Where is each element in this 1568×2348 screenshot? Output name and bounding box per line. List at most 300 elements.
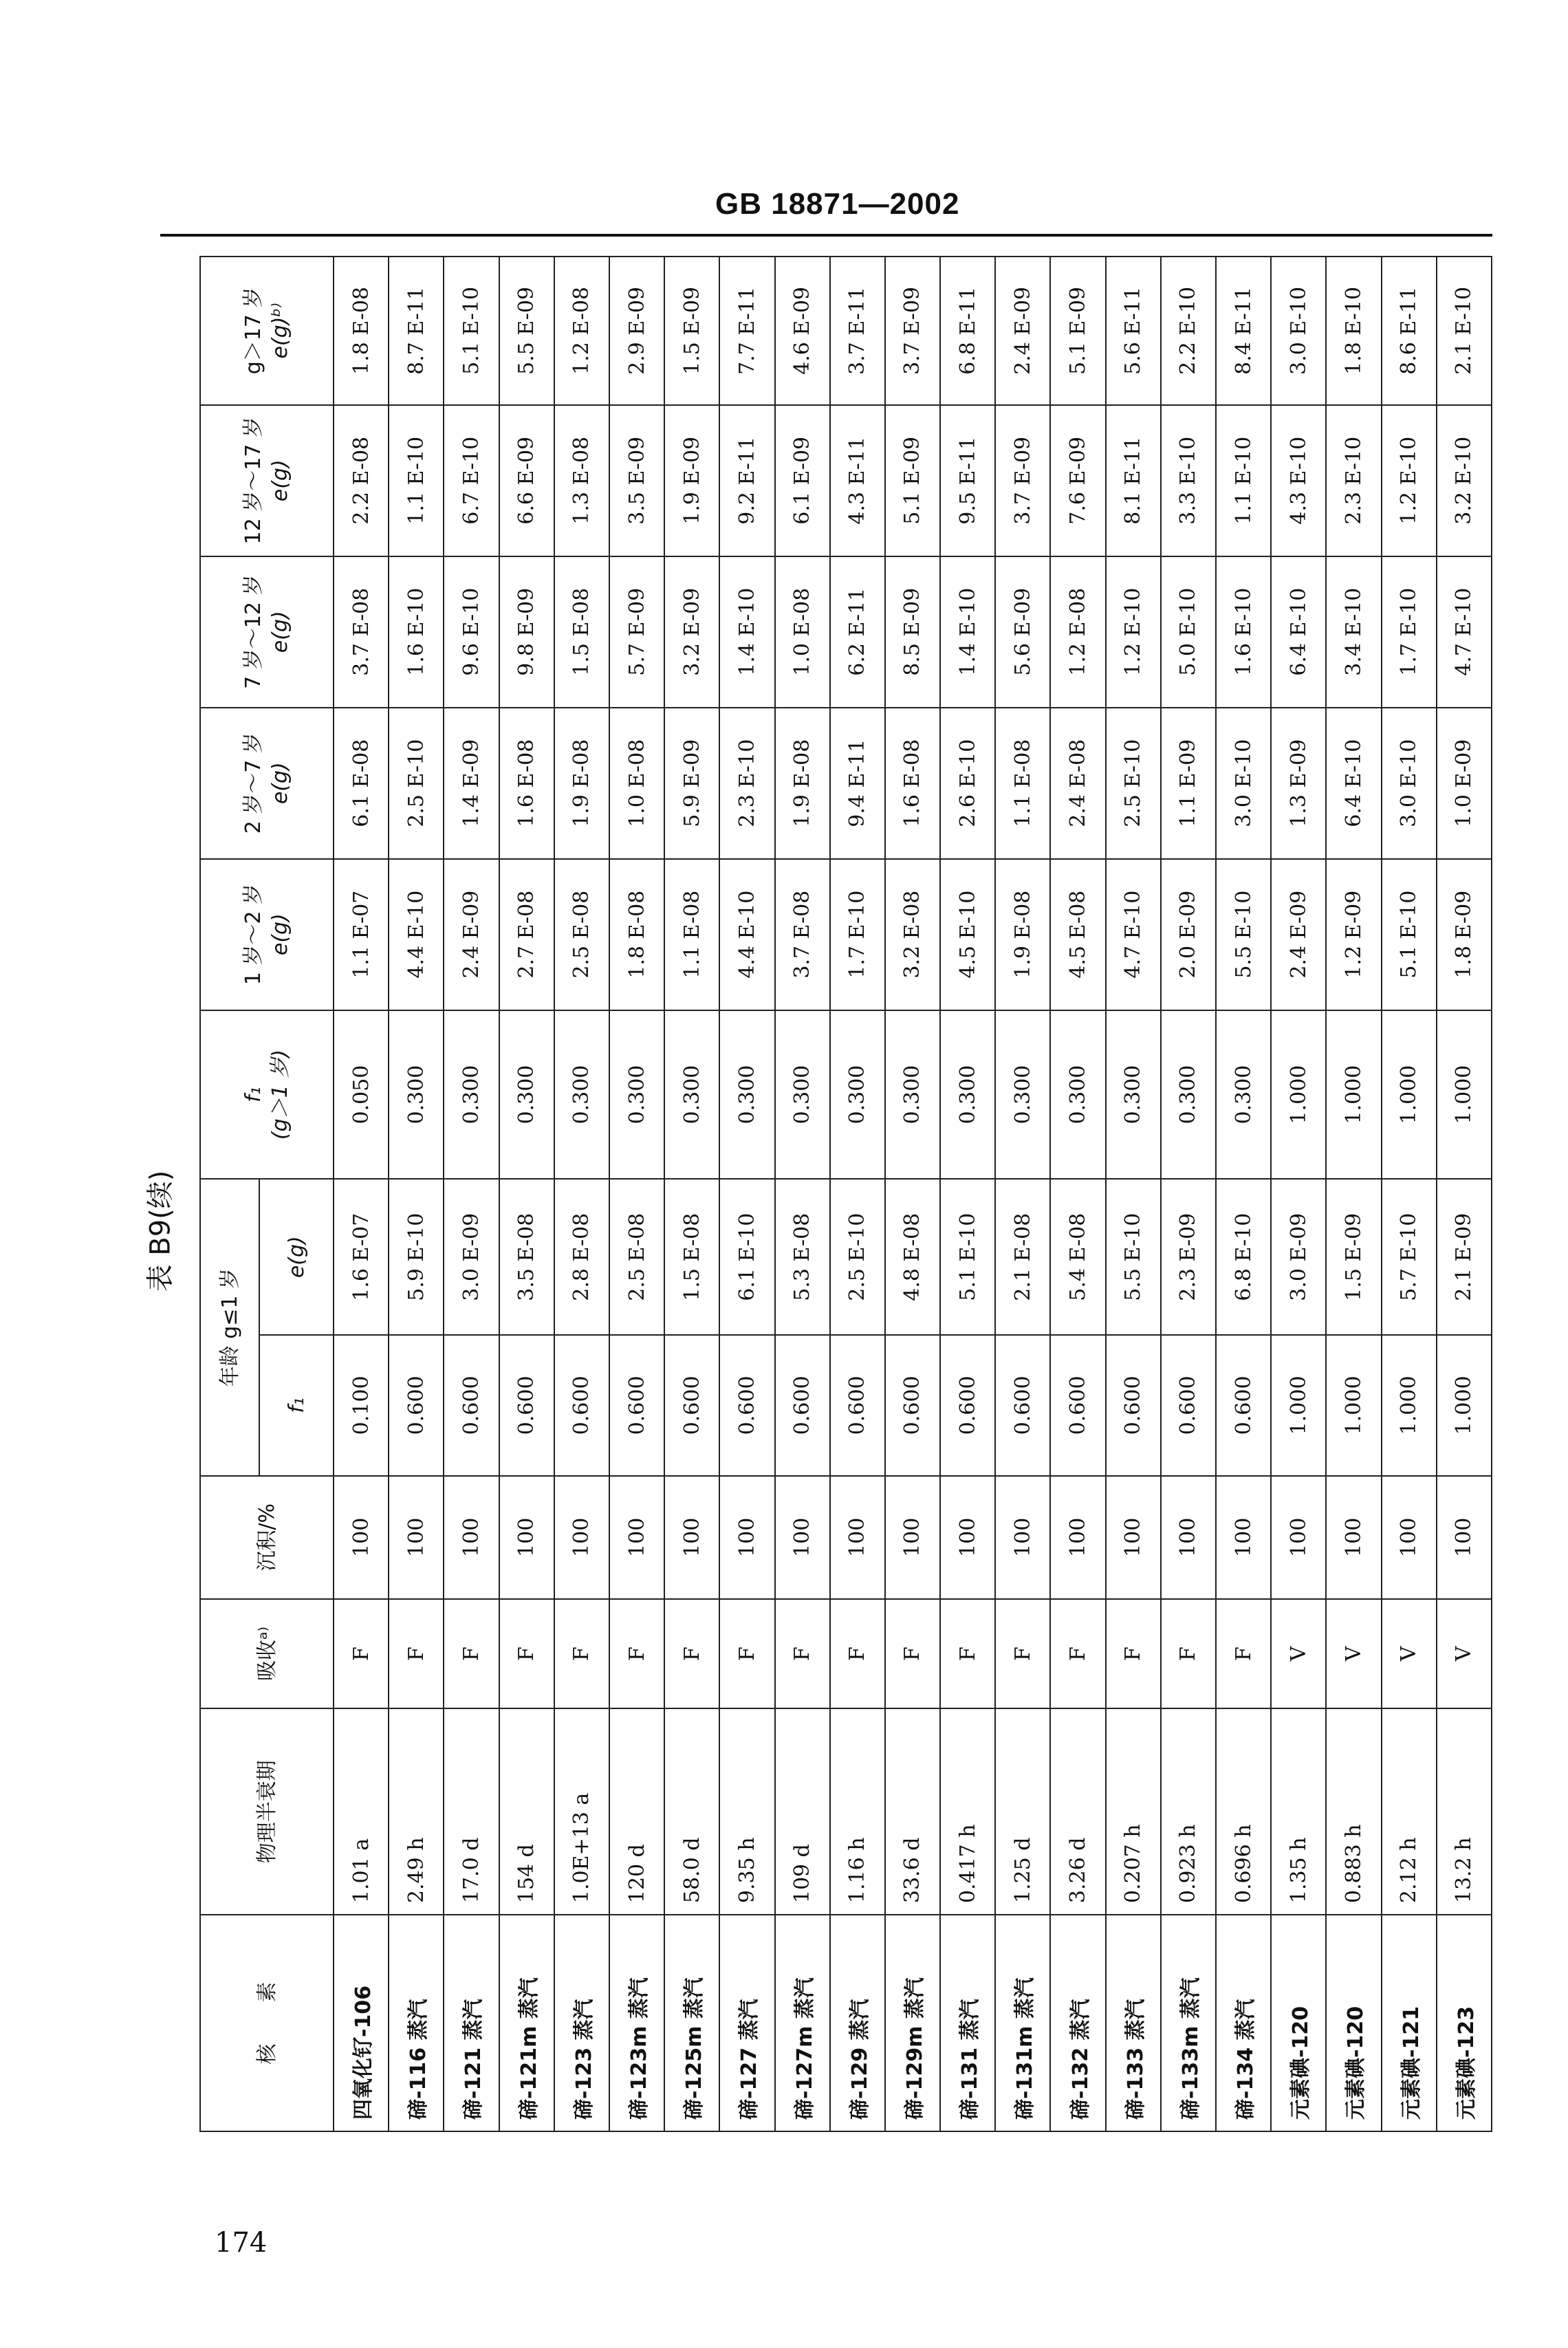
cell-f1-gt1: 0.300 [444, 1010, 499, 1180]
cell-age-12-17: 1.1 E-10 [389, 405, 444, 556]
f1-label: f₁ [241, 1087, 265, 1102]
cell-eg: 5.5 E-10 [1106, 1179, 1161, 1334]
cell-eg: 5.4 E-08 [1050, 1179, 1105, 1334]
cell-absorption: F [885, 1599, 940, 1709]
cell-age-12-17: 9.2 E-11 [719, 405, 774, 556]
cell-f1-gt1: 0.300 [940, 1010, 995, 1180]
cell-age-12-17: 3.7 E-09 [995, 405, 1050, 556]
cell-absorption: V [1326, 1599, 1381, 1709]
cell-nuclide: 碲-121m 蒸汽 [499, 1915, 554, 2131]
cell-absorption: F [334, 1599, 389, 1709]
cell-age-7-12: 3.7 E-08 [334, 556, 389, 708]
cell-age-7-12: 1.2 E-10 [1106, 556, 1161, 708]
cell-age-7-12: 1.2 E-08 [1050, 556, 1105, 708]
cell-deposition: 100 [1216, 1476, 1271, 1599]
cell-age-7-12: 1.6 E-10 [389, 556, 444, 708]
cell-f1: 0.600 [1216, 1335, 1271, 1476]
table-row [995, 257, 1050, 2131]
cell-age-7-12: 1.7 E-10 [1382, 556, 1437, 708]
cell-f1-gt1: 0.300 [995, 1010, 1050, 1180]
cell-half-life: 2.49 h [389, 1708, 444, 1915]
cell-half-life: 1.16 h [830, 1708, 885, 1915]
cell-age-1-2: 4.4 E-10 [719, 859, 774, 1010]
cell-eg: 2.5 E-08 [609, 1179, 664, 1334]
cell-eg: 5.1 E-10 [940, 1179, 995, 1334]
table-row [1106, 257, 1161, 2131]
cell-age-2-7: 1.1 E-08 [995, 708, 1050, 859]
cell-age-2-7: 5.9 E-09 [664, 708, 719, 859]
cell-absorption: F [719, 1599, 774, 1709]
col-header-age-1-2 [200, 859, 334, 1010]
cell-deposition: 100 [1106, 1476, 1161, 1599]
table-row [885, 257, 940, 2131]
cell-age-gt17: 6.8 E-11 [940, 257, 995, 405]
cell-nuclide: 碲-129m 蒸汽 [885, 1915, 940, 2131]
col-header-age-7-12 [200, 556, 334, 708]
age-gt17-label: g＞17 岁 [241, 287, 265, 375]
cell-age-12-17: 3.5 E-09 [609, 405, 664, 556]
cell-age-7-12: 5.7 E-09 [609, 556, 664, 708]
cell-deposition: 100 [389, 1476, 444, 1599]
cell-nuclide: 碲-133m 蒸汽 [1161, 1915, 1216, 2131]
cell-nuclide: 碲-132 蒸汽 [1050, 1915, 1105, 2131]
cell-age-1-2: 3.2 E-08 [885, 859, 940, 1010]
cell-age-12-17: 6.1 E-09 [775, 405, 830, 556]
cell-deposition: 100 [1161, 1476, 1216, 1599]
cell-half-life: 0.207 h [1106, 1708, 1161, 1915]
col-header-age-gt17 [200, 257, 334, 405]
cell-half-life: 13.2 h [1437, 1708, 1492, 1915]
table-row [1271, 257, 1326, 2131]
cell-age-2-7: 3.0 E-10 [1382, 708, 1437, 859]
cell-age-1-2: 2.4 E-09 [444, 859, 499, 1010]
cell-absorption: F [940, 1599, 995, 1709]
cell-f1-gt1: 0.300 [499, 1010, 554, 1180]
cell-age-7-12: 9.6 E-10 [444, 556, 499, 708]
cell-age-1-2: 4.4 E-10 [389, 859, 444, 1010]
cell-age-12-17: 1.9 E-09 [664, 405, 719, 556]
cell-absorption: F [554, 1599, 609, 1709]
cell-nuclide: 碲-133 蒸汽 [1106, 1915, 1161, 2131]
cell-deposition: 100 [830, 1476, 885, 1599]
eg-b-label: e(g)ᵇ⁾ [268, 303, 292, 359]
cell-eg: 3.0 E-09 [444, 1179, 499, 1334]
cell-f1-gt1: 0.300 [609, 1010, 664, 1180]
cell-deposition: 100 [664, 1476, 719, 1599]
cell-age-12-17: 1.1 E-10 [1216, 405, 1271, 556]
cell-age-2-7: 1.9 E-08 [554, 708, 609, 859]
cell-nuclide: 碲-123 蒸汽 [554, 1915, 609, 2131]
cell-eg: 6.1 E-10 [719, 1179, 774, 1334]
cell-f1: 0.600 [719, 1335, 774, 1476]
cell-age-1-2: 1.9 E-08 [995, 859, 1050, 1010]
cell-age-7-12: 9.8 E-09 [499, 556, 554, 708]
cell-age-1-2: 2.5 E-08 [554, 859, 609, 1010]
cell-absorption: V [1382, 1599, 1437, 1709]
cell-age-1-2: 1.8 E-08 [609, 859, 664, 1010]
table-container [199, 256, 1492, 2132]
cell-age-gt17: 3.7 E-11 [830, 257, 885, 405]
cell-nuclide: 碲-131 蒸汽 [940, 1915, 995, 2131]
table-body [334, 257, 1492, 2131]
cell-age-2-7: 1.1 E-09 [1161, 708, 1216, 859]
cell-f1: 0.600 [1050, 1335, 1105, 1476]
cell-absorption: F [444, 1599, 499, 1709]
cell-half-life: 109 d [775, 1708, 830, 1915]
cell-eg: 2.8 E-08 [554, 1179, 609, 1334]
cell-age-gt17: 1.8 E-10 [1326, 257, 1381, 405]
cell-f1-gt1: 0.300 [1050, 1010, 1105, 1180]
cell-age-gt17: 3.7 E-09 [885, 257, 940, 405]
cell-age-1-2: 1.2 E-09 [1326, 859, 1381, 1010]
cell-f1-gt1: 1.000 [1271, 1010, 1326, 1180]
age-1-2-label: 1 岁～2 岁 [241, 884, 265, 986]
cell-absorption: F [1106, 1599, 1161, 1709]
f1-age-label: (g＞1 岁) [268, 1050, 292, 1140]
cell-eg: 2.1 E-09 [1437, 1179, 1492, 1334]
table-row [719, 257, 774, 2131]
cell-age-1-2: 2.7 E-08 [499, 859, 554, 1010]
cell-age-12-17: 9.5 E-11 [940, 405, 995, 556]
table-row [775, 257, 830, 2131]
cell-age-7-12: 6.2 E-11 [830, 556, 885, 708]
cell-deposition: 100 [609, 1476, 664, 1599]
eg-label: e(g) [268, 459, 292, 502]
cell-f1-gt1: 0.300 [885, 1010, 940, 1180]
cell-f1-gt1: 0.300 [1216, 1010, 1271, 1180]
cell-half-life: 58.0 d [664, 1708, 719, 1915]
col-header-age-group: 年龄 g≤1 岁 [200, 1179, 259, 1475]
cell-absorption: F [1161, 1599, 1216, 1709]
cell-age-12-17: 3.2 E-10 [1437, 405, 1492, 556]
col-header-age-2-7 [200, 708, 334, 859]
cell-age-7-12: 1.5 E-08 [554, 556, 609, 708]
cell-half-life: 0.923 h [1161, 1708, 1216, 1915]
cell-age-7-12: 1.6 E-10 [1216, 556, 1271, 708]
cell-age-1-2: 4.5 E-08 [1050, 859, 1105, 1010]
cell-eg: 5.7 E-10 [1382, 1179, 1437, 1334]
cell-f1-gt1: 1.000 [1382, 1010, 1437, 1180]
cell-f1-gt1: 0.300 [664, 1010, 719, 1180]
cell-nuclide: 碲-121 蒸汽 [444, 1915, 499, 2131]
cell-absorption: F [1216, 1599, 1271, 1709]
cell-half-life: 33.6 d [885, 1708, 940, 1915]
cell-age-12-17: 1.3 E-08 [554, 405, 609, 556]
cell-absorption: V [1437, 1599, 1492, 1709]
cell-age-gt17: 5.1 E-09 [1050, 257, 1105, 405]
cell-age-12-17: 5.1 E-09 [885, 405, 940, 556]
table-row [1216, 257, 1271, 2131]
cell-age-2-7: 1.9 E-08 [775, 708, 830, 859]
cell-f1: 1.000 [1382, 1335, 1437, 1476]
cell-age-2-7: 2.3 E-10 [719, 708, 774, 859]
cell-age-2-7: 2.5 E-10 [1106, 708, 1161, 859]
cell-age-1-2: 5.1 E-10 [1382, 859, 1437, 1010]
table-row [334, 257, 389, 2131]
table-row [830, 257, 885, 2131]
col-header-deposition: 沉积/% [200, 1476, 334, 1599]
cell-eg: 1.5 E-08 [664, 1179, 719, 1334]
cell-nuclide: 碲-125m 蒸汽 [664, 1915, 719, 2131]
cell-f1: 0.600 [885, 1335, 940, 1476]
cell-eg: 5.9 E-10 [389, 1179, 444, 1334]
col-header-half-life: 物理半衰期 [200, 1708, 334, 1915]
cell-f1: 0.600 [389, 1335, 444, 1476]
cell-age-12-17: 8.1 E-11 [1106, 405, 1161, 556]
cell-absorption: F [995, 1599, 1050, 1709]
cell-deposition: 100 [1437, 1476, 1492, 1599]
cell-age-2-7: 1.6 E-08 [499, 708, 554, 859]
cell-f1-gt1: 1.000 [1437, 1010, 1492, 1180]
cell-age-2-7: 2.4 E-08 [1050, 708, 1105, 859]
cell-age-7-12: 5.6 E-09 [995, 556, 1050, 708]
table-title: 表 B9(续) [144, 1170, 177, 1292]
cell-eg: 2.3 E-09 [1161, 1179, 1216, 1334]
cell-half-life: 1.25 d [995, 1708, 1050, 1915]
cell-age-12-17: 6.6 E-09 [499, 405, 554, 556]
cell-age-gt17: 7.7 E-11 [719, 257, 774, 405]
table-row [609, 257, 664, 2131]
eg-label: e(g) [268, 762, 292, 805]
cell-deposition: 100 [995, 1476, 1050, 1599]
cell-f1-gt1: 0.300 [719, 1010, 774, 1180]
cell-age-1-2: 4.7 E-10 [1106, 859, 1161, 1010]
cell-age-7-12: 3.2 E-09 [664, 556, 719, 708]
cell-f1-gt1: 0.300 [775, 1010, 830, 1180]
cell-nuclide: 四氧化钌-106 [334, 1915, 389, 2131]
cell-f1: 0.600 [609, 1335, 664, 1476]
cell-age-2-7: 2.6 E-10 [940, 708, 995, 859]
table-row [1382, 257, 1437, 2131]
cell-nuclide: 碲-129 蒸汽 [830, 1915, 885, 2131]
cell-age-1-2: 5.5 E-10 [1216, 859, 1271, 1010]
cell-age-12-17: 4.3 E-10 [1271, 405, 1326, 556]
table-row [1050, 257, 1105, 2131]
cell-f1: 0.600 [499, 1335, 554, 1476]
cell-f1-gt1: 0.300 [830, 1010, 885, 1180]
cell-half-life: 1.01 a [334, 1708, 389, 1915]
age-2-7-label: 2 岁～7 岁 [241, 732, 265, 834]
cell-age-12-17: 4.3 E-11 [830, 405, 885, 556]
cell-f1: 0.600 [444, 1335, 499, 1476]
cell-age-gt17: 3.0 E-10 [1271, 257, 1326, 405]
cell-age-2-7: 1.4 E-09 [444, 708, 499, 859]
cell-f1: 0.600 [830, 1335, 885, 1476]
cell-deposition: 100 [1326, 1476, 1381, 1599]
cell-age-2-7: 1.0 E-08 [609, 708, 664, 859]
cell-age-7-12: 1.4 E-10 [719, 556, 774, 708]
cell-eg: 3.0 E-09 [1271, 1179, 1326, 1334]
dose-coefficient-table [199, 256, 1492, 2132]
cell-absorption: F [664, 1599, 719, 1709]
cell-age-12-17: 2.2 E-08 [334, 405, 389, 556]
cell-age-12-17: 7.6 E-09 [1050, 405, 1105, 556]
cell-age-gt17: 5.1 E-10 [444, 257, 499, 405]
table-row [554, 257, 609, 2131]
cell-age-gt17: 1.2 E-08 [554, 257, 609, 405]
cell-age-1-2: 3.7 E-08 [775, 859, 830, 1010]
cell-age-1-2: 1.1 E-07 [334, 859, 389, 1010]
table-row [444, 257, 499, 2131]
col-header-f1-gt1 [200, 1010, 334, 1180]
cell-f1-gt1: 0.300 [389, 1010, 444, 1180]
col-header-absorption: 吸收ᵃ⁾ [200, 1599, 334, 1709]
cell-half-life: 0.417 h [940, 1708, 995, 1915]
cell-age-gt17: 8.4 E-11 [1216, 257, 1271, 405]
cell-age-12-17: 3.3 E-10 [1161, 405, 1216, 556]
cell-age-gt17: 1.8 E-08 [334, 257, 389, 405]
cell-nuclide: 元素碘-120 [1271, 1915, 1326, 2131]
standard-number: GB 18871—2002 [715, 187, 960, 221]
cell-age-7-12: 8.5 E-09 [885, 556, 940, 708]
cell-absorption: F [499, 1599, 554, 1709]
cell-half-life: 0.883 h [1326, 1708, 1381, 1915]
cell-deposition: 100 [499, 1476, 554, 1599]
cell-age-gt17: 5.6 E-11 [1106, 257, 1161, 405]
cell-nuclide: 元素碘-123 [1437, 1915, 1492, 2131]
cell-half-life: 154 d [499, 1708, 554, 1915]
cell-age-2-7: 1.0 E-09 [1437, 708, 1492, 859]
cell-half-life: 3.26 d [1050, 1708, 1105, 1915]
cell-age-2-7: 2.5 E-10 [389, 708, 444, 859]
cell-f1-gt1: 1.000 [1326, 1010, 1381, 1180]
table-row [940, 257, 995, 2131]
cell-f1: 0.600 [1161, 1335, 1216, 1476]
cell-age-7-12: 1.0 E-08 [775, 556, 830, 708]
table-row [1161, 257, 1216, 2131]
cell-age-7-12: 5.0 E-10 [1161, 556, 1216, 708]
cell-deposition: 100 [1050, 1476, 1105, 1599]
cell-age-7-12: 6.4 E-10 [1271, 556, 1326, 708]
cell-eg: 2.1 E-08 [995, 1179, 1050, 1334]
cell-f1: 0.600 [664, 1335, 719, 1476]
header-rule [160, 234, 1492, 237]
cell-age-12-17: 6.7 E-10 [444, 405, 499, 556]
cell-age-gt17: 2.1 E-10 [1437, 257, 1492, 405]
cell-nuclide: 元素碘-121 [1382, 1915, 1437, 2131]
cell-f1-gt1: 0.050 [334, 1010, 389, 1180]
cell-eg: 1.5 E-09 [1326, 1179, 1381, 1334]
cell-age-7-12: 4.7 E-10 [1437, 556, 1492, 708]
table-row [664, 257, 719, 2131]
table-row [389, 257, 444, 2131]
col-header-nuclide: 核 素 [200, 1915, 334, 2131]
cell-age-1-2: 1.8 E-09 [1437, 859, 1492, 1010]
cell-age-gt17: 2.9 E-09 [609, 257, 664, 405]
table-row [499, 257, 554, 2131]
cell-absorption: F [830, 1599, 885, 1709]
cell-age-gt17: 2.4 E-09 [995, 257, 1050, 405]
cell-f1: 0.600 [554, 1335, 609, 1476]
cell-deposition: 100 [775, 1476, 830, 1599]
cell-eg: 4.8 E-08 [885, 1179, 940, 1334]
cell-f1-gt1: 0.300 [554, 1010, 609, 1180]
page-number: 174 [215, 2227, 268, 2259]
col-header-age-12-17 [200, 405, 334, 556]
cell-f1: 1.000 [1271, 1335, 1326, 1476]
cell-absorption: F [775, 1599, 830, 1709]
cell-age-gt17: 8.6 E-11 [1382, 257, 1437, 405]
cell-half-life: 9.35 h [719, 1708, 774, 1915]
col-header-eg: e(g) [259, 1179, 334, 1334]
cell-f1: 0.600 [995, 1335, 1050, 1476]
cell-age-gt17: 4.6 E-09 [775, 257, 830, 405]
cell-absorption: F [389, 1599, 444, 1709]
cell-age-12-17: 2.3 E-10 [1326, 405, 1381, 556]
cell-age-7-12: 1.4 E-10 [940, 556, 995, 708]
cell-f1-gt1: 0.300 [1161, 1010, 1216, 1180]
cell-f1: 1.000 [1437, 1335, 1492, 1476]
cell-deposition: 100 [1382, 1476, 1437, 1599]
cell-eg: 2.5 E-10 [830, 1179, 885, 1334]
cell-absorption: V [1271, 1599, 1326, 1709]
cell-age-2-7: 1.6 E-08 [885, 708, 940, 859]
eg-label: e(g) [268, 913, 292, 956]
cell-half-life: 0.696 h [1216, 1708, 1271, 1915]
cell-eg: 6.8 E-10 [1216, 1179, 1271, 1334]
cell-age-1-2: 4.5 E-10 [940, 859, 995, 1010]
cell-age-7-12: 3.4 E-10 [1326, 556, 1381, 708]
cell-age-2-7: 9.4 E-11 [830, 708, 885, 859]
cell-nuclide: 碲-134 蒸汽 [1216, 1915, 1271, 2131]
cell-half-life: 1.35 h [1271, 1708, 1326, 1915]
table-row [1437, 257, 1492, 2131]
cell-f1: 0.600 [775, 1335, 830, 1476]
cell-age-gt17: 1.5 E-09 [664, 257, 719, 405]
cell-age-1-2: 1.1 E-08 [664, 859, 719, 1010]
cell-age-gt17: 8.7 E-11 [389, 257, 444, 405]
cell-age-2-7: 6.1 E-08 [334, 708, 389, 859]
cell-age-2-7: 6.4 E-10 [1326, 708, 1381, 859]
cell-half-life: 17.0 d [444, 1708, 499, 1915]
cell-f1: 0.100 [334, 1335, 389, 1476]
cell-half-life: 2.12 h [1382, 1708, 1437, 1915]
cell-age-12-17: 1.2 E-10 [1382, 405, 1437, 556]
cell-half-life: 1.0E+13 a [554, 1708, 609, 1915]
cell-deposition: 100 [554, 1476, 609, 1599]
col-header-f1: f₁ [259, 1335, 334, 1476]
cell-eg: 5.3 E-08 [775, 1179, 830, 1334]
cell-nuclide: 碲-127m 蒸汽 [775, 1915, 830, 2131]
cell-nuclide: 碲-116 蒸汽 [389, 1915, 444, 2131]
cell-absorption: F [609, 1599, 664, 1709]
age-12-17-label: 12 岁～17 岁 [241, 417, 265, 545]
cell-nuclide: 碲-123m 蒸汽 [609, 1915, 664, 2131]
cell-age-2-7: 3.0 E-10 [1216, 708, 1271, 859]
cell-deposition: 100 [1271, 1476, 1326, 1599]
cell-nuclide: 碲-127 蒸汽 [719, 1915, 774, 2131]
cell-deposition: 100 [885, 1476, 940, 1599]
cell-age-gt17: 2.2 E-10 [1161, 257, 1216, 405]
cell-eg: 3.5 E-08 [499, 1179, 554, 1334]
age-7-12-label: 7 岁～12 岁 [241, 574, 265, 689]
cell-eg: 1.6 E-07 [334, 1179, 389, 1334]
table-row [1326, 257, 1381, 2131]
cell-nuclide: 元素碘-120 [1326, 1915, 1381, 2131]
cell-f1-gt1: 0.300 [1106, 1010, 1161, 1180]
cell-f1: 0.600 [940, 1335, 995, 1476]
cell-age-1-2: 2.4 E-09 [1271, 859, 1326, 1010]
cell-deposition: 100 [334, 1476, 389, 1599]
cell-deposition: 100 [444, 1476, 499, 1599]
cell-f1: 1.000 [1326, 1335, 1381, 1476]
cell-age-1-2: 1.7 E-10 [830, 859, 885, 1010]
cell-nuclide: 碲-131m 蒸汽 [995, 1915, 1050, 2131]
cell-age-1-2: 2.0 E-09 [1161, 859, 1216, 1010]
cell-age-gt17: 5.5 E-09 [499, 257, 554, 405]
cell-f1: 0.600 [1106, 1335, 1161, 1476]
cell-deposition: 100 [719, 1476, 774, 1599]
